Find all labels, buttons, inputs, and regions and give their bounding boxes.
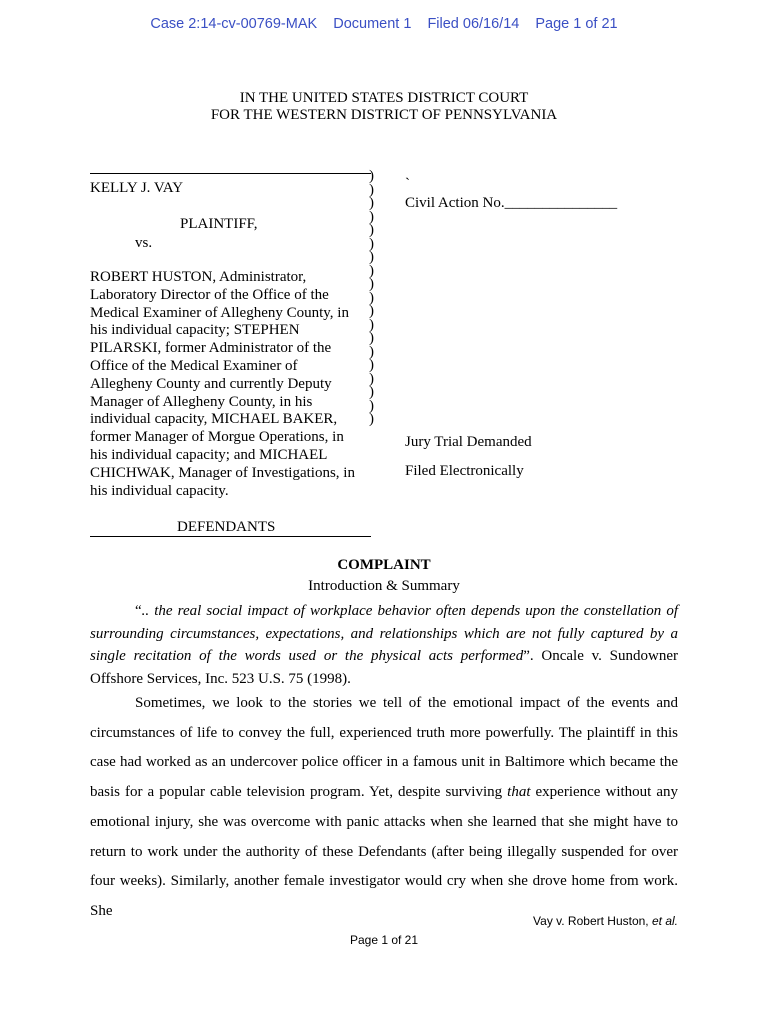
footer-case-title: Vay v. Robert Huston, bbox=[533, 914, 649, 928]
court-title-line-2: FOR THE WESTERN DISTRICT OF PENNSYLVANIA bbox=[210, 107, 558, 123]
defendant-line: ROBERT HUSTON, Administrator, bbox=[90, 269, 307, 285]
defendant-line: former Manager of Morgue Operations, in bbox=[90, 429, 344, 446]
quote-text: .. the real social impact of workplace behavior often depends upon the constellation of surrounding circumstances, expectations, and relationships which are not fully captured by a single recitation of the words used or the physical acts performed bbox=[90, 603, 678, 664]
caption-paren: ) bbox=[369, 181, 374, 198]
defendant-line: his individual capacity; STEPHEN bbox=[90, 322, 300, 339]
defendant-line: Laboratory Director of the Office of the bbox=[90, 286, 329, 303]
stray-backtick: ` bbox=[405, 176, 410, 192]
complaint-title: COMPLAINT bbox=[337, 557, 431, 573]
caption-paren: ) bbox=[369, 384, 374, 400]
caption-top-rule bbox=[90, 173, 371, 174]
caption-paren: ) bbox=[369, 397, 374, 414]
defendants-label: DEFENDANTS bbox=[177, 519, 276, 535]
caption-paren: ) bbox=[369, 316, 374, 333]
caption-paren: ) bbox=[369, 276, 374, 292]
caption-bottom-rule bbox=[90, 536, 371, 537]
caption-paren: ) bbox=[369, 208, 374, 225]
caption-paren: ) bbox=[369, 370, 374, 387]
caption-paren: ) bbox=[369, 235, 374, 252]
caption-paren: ) bbox=[369, 262, 374, 279]
section-heading: Introduction & Summary bbox=[308, 578, 460, 594]
plaintiff-role: PLAINTIFF, bbox=[180, 216, 258, 232]
header-page-number: Page 1 of 21 bbox=[535, 16, 618, 32]
quote-open-mark: “ bbox=[135, 603, 142, 619]
defendant-line: Allegheny County and currently Deputy bbox=[90, 375, 332, 392]
ecf-header bbox=[0, 16, 768, 32]
defendant-line: individual capacity, MICHAEL BAKER, bbox=[90, 411, 338, 428]
defendant-line: Medical Examiner of Allegheny County, in bbox=[90, 304, 349, 321]
paragraph-emphasis: that bbox=[507, 784, 531, 801]
caption-paren: ) bbox=[369, 249, 374, 265]
jury-trial-demanded: Jury Trial Demanded bbox=[405, 434, 532, 450]
versus: vs. bbox=[135, 235, 153, 251]
caption-paren: ) bbox=[369, 330, 374, 346]
caption-paren: ) bbox=[369, 168, 374, 184]
court-title bbox=[0, 90, 768, 124]
footer-case-name bbox=[533, 914, 678, 928]
caption-paren: ) bbox=[369, 411, 374, 427]
footer-page-number: Page 1 of 21 bbox=[349, 933, 419, 947]
caption-paren: ) bbox=[369, 222, 374, 238]
caption-paren: ) bbox=[369, 289, 374, 306]
case-number: Case 2:14-cv-00769-MAK bbox=[150, 16, 318, 32]
defendant-line: PILARSKI, former Administrator of the bbox=[90, 340, 332, 357]
caption-paren: ) bbox=[369, 343, 374, 360]
filed-date: Filed 06/16/14 bbox=[427, 16, 520, 32]
caption-paren-column bbox=[369, 170, 374, 427]
plaintiff-name: KELLY J. VAY bbox=[90, 180, 184, 196]
opening-quotation bbox=[90, 600, 678, 690]
caption-paren: ) bbox=[369, 195, 374, 211]
defendants-list bbox=[90, 269, 365, 500]
paragraph-text-part-1: Sometimes, we look to the stories we tell of the emotional impact of the events and circumstances of life to convey the full, experienced truth more powerfully. The plaintiff in this case had worked as an undercover police officer in a famous unit in Baltimore which became the basis for a popular cable television program. Yet, despite surviving bbox=[90, 695, 678, 801]
defendant-line: Office of the Medical Examiner of bbox=[90, 357, 298, 374]
filed-electronically: Filed Electronically bbox=[405, 463, 524, 479]
defendant-line: Manager of Allegheny County, in his bbox=[90, 393, 313, 410]
defendant-line: his individual capacity. bbox=[90, 482, 229, 499]
defendant-line: his individual capacity; and MICHAEL bbox=[90, 446, 328, 463]
court-title-line-1: IN THE UNITED STATES DISTRICT COURT bbox=[239, 90, 529, 106]
paragraph-text-part-2: experience without any emotional injury, she was overcome with panic attacks when she learned that she might have to return to work under the authority of these Defendants (after being illegally suspended for over four weeks). Similarly, another female investigator would cry when she drove home from work. She bbox=[90, 784, 678, 919]
civil-action-number: Civil Action No._______________ bbox=[405, 195, 618, 211]
caption-paren: ) bbox=[369, 303, 374, 319]
caption-paren: ) bbox=[369, 357, 374, 373]
defendant-line: CHICHWAK, Manager of Investigations, in bbox=[90, 464, 355, 481]
document-number: Document 1 bbox=[333, 16, 412, 32]
quote-citation: ”. Oncale v. Sundowner Offshore Services, Inc. 523 U.S. 75 (1998). bbox=[90, 648, 678, 687]
footer-et-al: et al. bbox=[651, 914, 678, 928]
body-paragraph bbox=[90, 689, 678, 927]
